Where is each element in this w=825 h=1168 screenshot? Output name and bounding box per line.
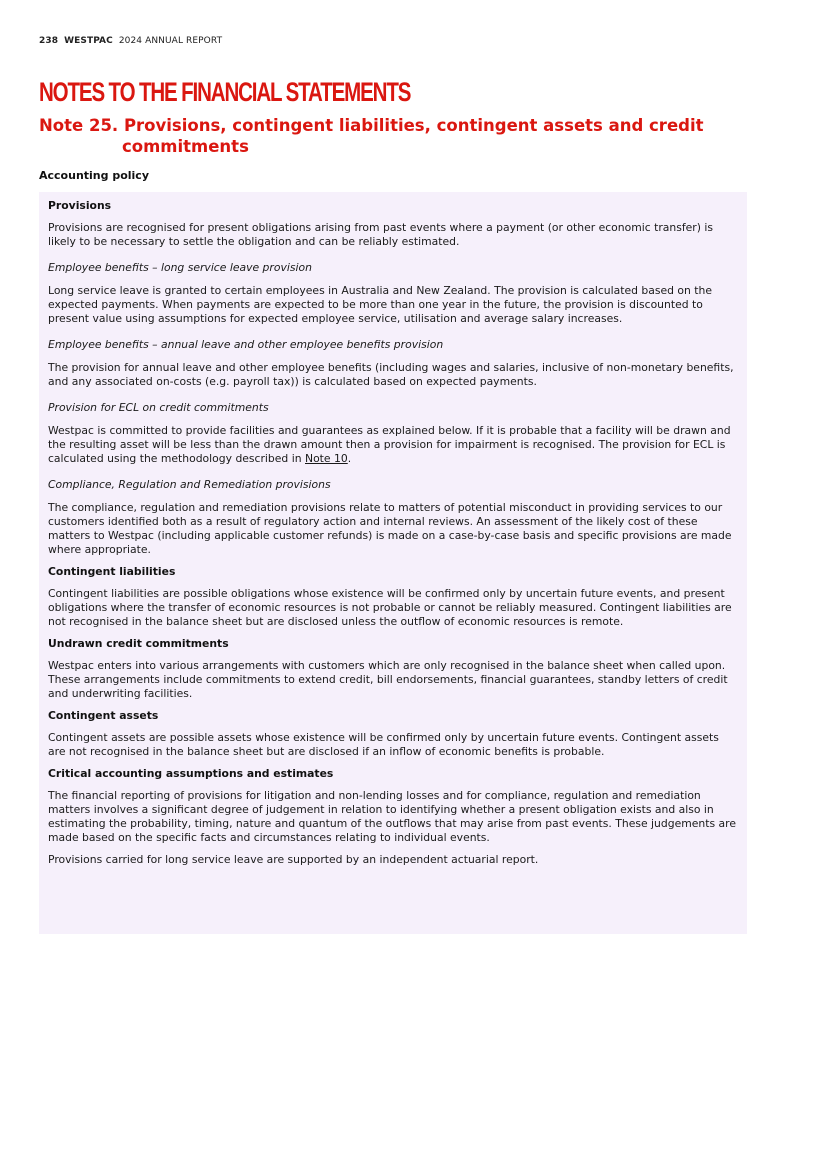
accounting-policy-box <box>39 192 747 934</box>
undrawn-commitments-heading: Undrawn credit commitments <box>48 637 229 650</box>
contingent-assets-heading: Contingent assets <box>48 709 159 722</box>
contingent-liabilities-text: Contingent liabilities are possible obligations whose existence will be confirmed only by uncertain future events, and present obligations where the transfer of economic resources is not probable or cannot be reliably measured. Contingent liabilities are not recognised in the balance sheet but are disclosed unless the outflow of economic resources is remote. <box>48 587 732 628</box>
ecl-text-body: Westpac is committed to provide facilities and guarantees as explained below. If it is probable that a facility will be drawn and the resulting asset will be less than the drawn amount then a provision for impairment is recognised. The provision for ECL is calculated using the methodology described in <box>48 424 731 465</box>
report-name: 2024 ANNUAL REPORT <box>118 36 223 46</box>
provisions-heading: Provisions <box>48 199 112 212</box>
note-title-line1: Note 25. Provisions, contingent liabilities, contingent assets and credit <box>39 116 704 135</box>
ecl-text <box>48 424 738 466</box>
contingent-assets-text: Contingent assets are possible assets whose existence will be confirmed only by uncertain future events. Contingent assets are not recognised in the balance sheet but are disclosed if an inflow of economic benefits is probable. <box>48 731 719 758</box>
ecl-subheading: Provision for ECL on credit commitments <box>48 401 269 414</box>
note-title-line2: commitments <box>122 137 249 156</box>
critical-estimates-text: The financial reporting of provisions for litigation and non-lending losses and for compliance, regulation and remediation matters involves a significant degree of judgement in relation to identifying whether a present obligation exists and also in estimating the probability, timing, nature and quantum of the outflows that may arise from past events. These judgements are made based on the specific facts and circumstances relating to individual events. <box>48 789 736 844</box>
long-service-subheading: Employee benefits – long service leave provision <box>48 261 312 274</box>
annual-leave-text: The provision for annual leave and other employee benefits (including wages and salaries, inclusive of non-monetary benefits, and any associated on-costs (e.g. payroll tax)) is calculated based on expected payments. <box>48 361 734 388</box>
annual-leave-subheading: Employee benefits – annual leave and other employee benefits provision <box>48 338 444 351</box>
provisions-text: Provisions are recognised for present obligations arising from past events where a payment (or other economic transfer) is likely to be necessary to settle the obligation and can be reliably estimated. <box>48 221 714 248</box>
accounting-policy-label: Accounting policy <box>39 169 149 182</box>
note-title <box>39 115 739 157</box>
compliance-subheading: Compliance, Regulation and Remediation provisions <box>48 478 331 491</box>
actuarial-report-text: Provisions carried for long service leave are supported by an independent actuarial report. <box>48 853 539 866</box>
brand-name: WESTPAC <box>64 36 113 46</box>
ecl-text-end: . <box>347 452 352 465</box>
undrawn-commitments-text: Westpac enters into various arrangements with customers which are only recognised in the balance sheet when called upon. These arrangements include commitments to extend credit, bill endorsements, financial guarantees, standby letters of credit and underwriting facilities. <box>48 659 728 700</box>
compliance-text: The compliance, regulation and remediation provisions relate to matters of potential misconduct in providing services to our customers identified both as a result of regulatory action and internal reviews. An assessment of the likely cost of these matters to Westpac (including applicable customer refunds) is made on a case-by-case basis and specific provisions are made where appropriate. <box>48 501 732 556</box>
note-10-link[interactable]: Note 10 <box>305 452 348 465</box>
critical-estimates-heading: Critical accounting assumptions and estimates <box>48 767 334 780</box>
running-header <box>39 36 222 46</box>
page-number: 238 <box>39 36 59 46</box>
contingent-liabilities-heading: Contingent liabilities <box>48 565 176 578</box>
section-title: NOTES TO THE FINANCIAL STATEMENTS <box>39 77 411 107</box>
long-service-text: Long service leave is granted to certain employees in Australia and New Zealand. The provision is calculated based on the expected payments. When payments are expected to be more than one year in the future, the provision is discounted to present value using assumptions for expected employee service, utilisation and average salary increases. <box>48 284 713 325</box>
